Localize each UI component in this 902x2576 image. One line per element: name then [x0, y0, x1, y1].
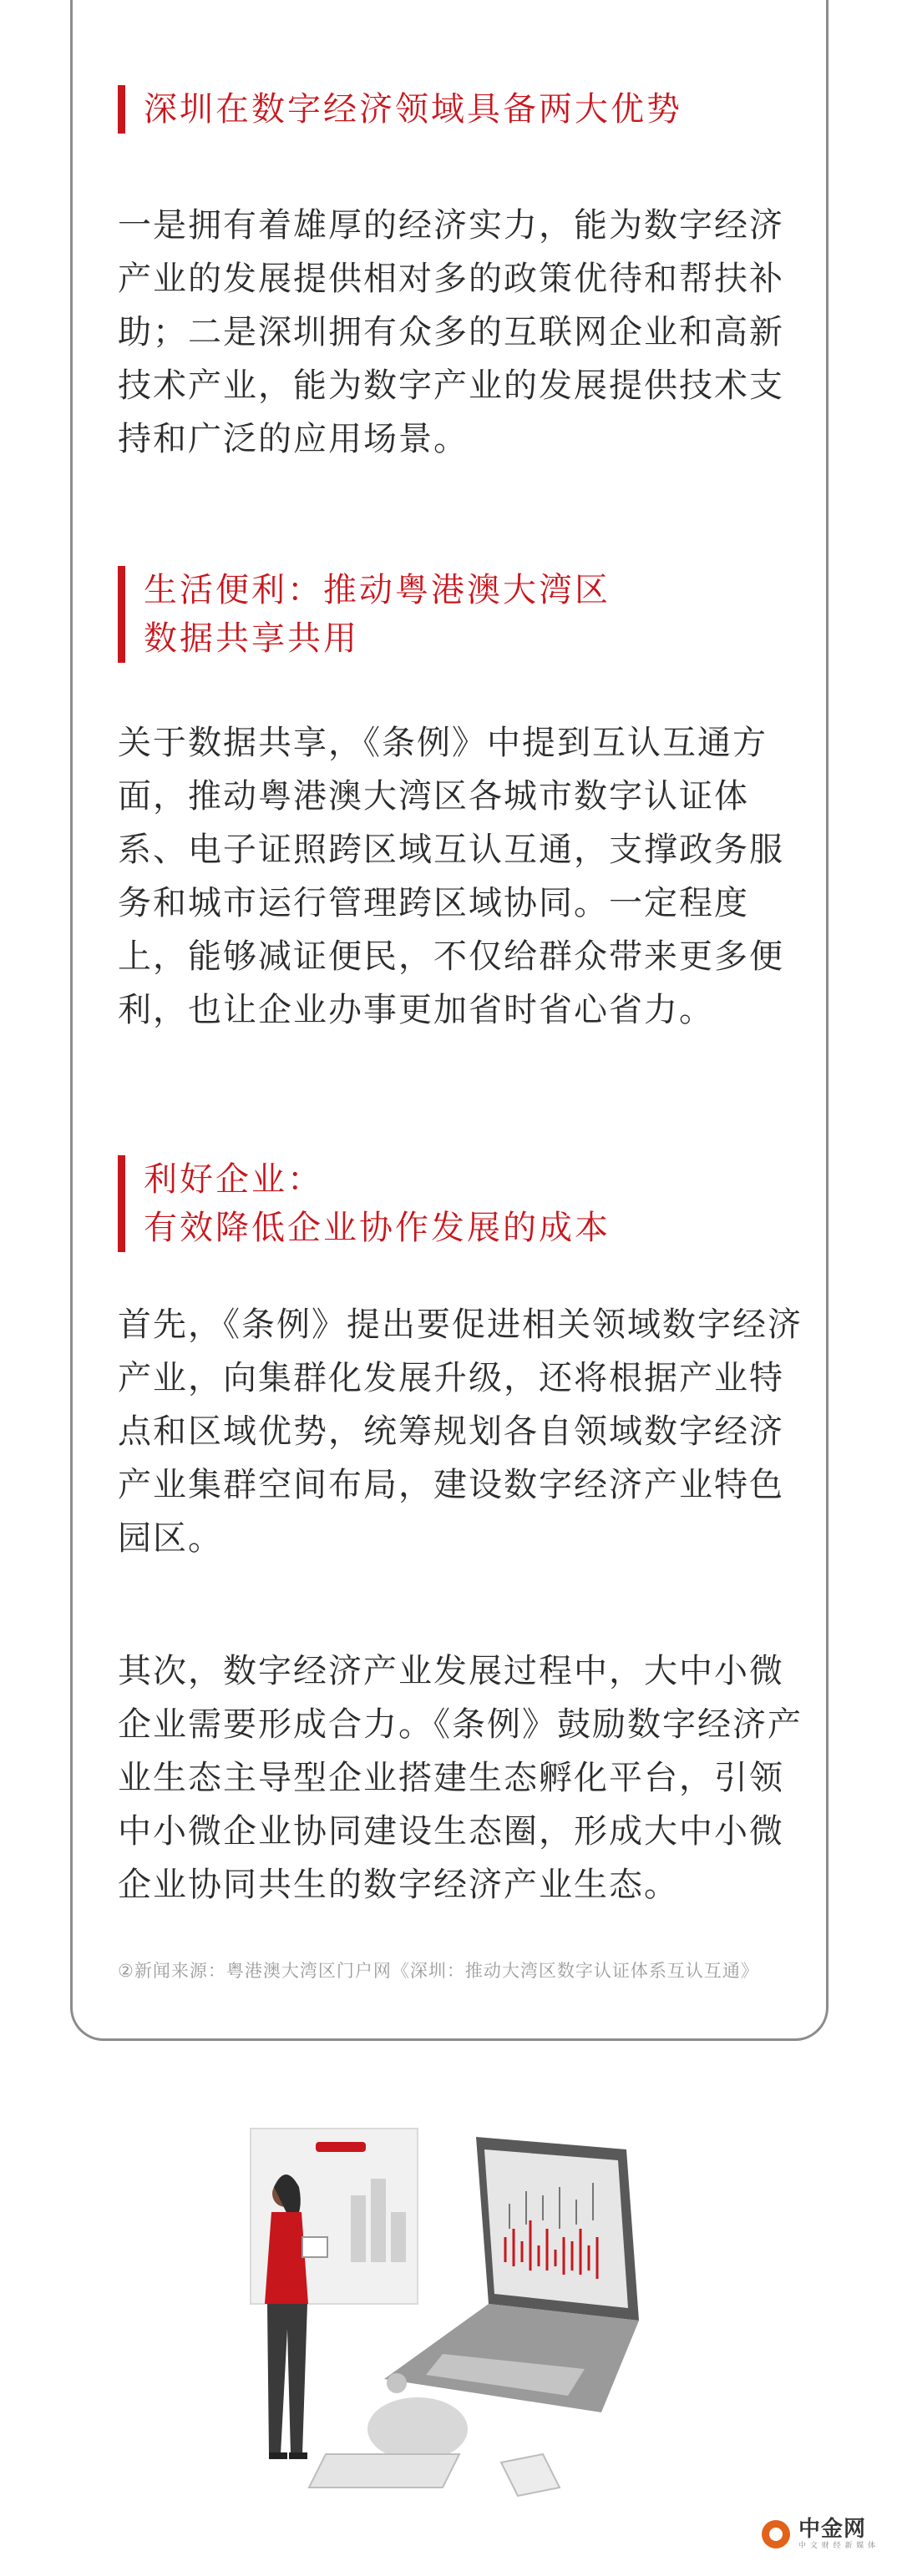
section-heading-advantages — [118, 85, 682, 134]
paragraph-advantages: 一是拥有着雄厚的经济实力，能为数字经济产业的发展提供相对多的政策优待和帮扶补助；二是深圳拥有众多的互联网企业和高新技术产业，能为数字产业的发展提供技术支持和广泛的应用场景。 — [118, 206, 784, 458]
section-heading-convenience — [118, 566, 611, 663]
heading-line: 生活便利：推动粤港澳大湾区 — [144, 571, 611, 609]
logo-mark-icon — [762, 2520, 790, 2548]
paragraph-second: 其次，数字经济产业发展过程中，大中小微企业需要形成合力。《条例》鼓励数字经济产业生态主导型企业搭建生态孵化平台，引领中小微企业协同建设生态圈，形成大中小微企业协同共生的数字经济产业生态。 — [118, 1652, 803, 1904]
source-note: ②新闻来源：粤港澳大湾区门户网《深圳：推动大湾区数字认证体系互认互通》 — [118, 1961, 759, 1981]
board-bar — [371, 2179, 386, 2262]
held-tablet-icon — [302, 2237, 327, 2257]
paragraph-first: 首先，《条例》提出要促进相关领域数字经济产业，向集群化发展升级，还将根据产业特点和区域优势，统筹规划各自领域数字经济产业集群空间布局，建设数字经济产业特色园区。 — [118, 1306, 803, 1558]
laptop-base — [384, 2304, 639, 2412]
phone-icon — [501, 2454, 560, 2496]
person-shoe — [269, 2452, 287, 2459]
business-illustration — [192, 2104, 735, 2521]
heading-line: 数据共享共用 — [144, 619, 359, 658]
board-bar — [391, 2212, 406, 2262]
logo-text — [798, 2517, 876, 2551]
coin-icon — [387, 2373, 407, 2393]
person-shoe — [289, 2452, 307, 2459]
laptop-display — [484, 2149, 628, 2308]
logo-subtitle: 中 文 财 经 新 媒 体 — [798, 2542, 877, 2550]
tablet-icon — [309, 2454, 459, 2488]
section-heading-enterprise — [118, 1155, 611, 1252]
logo-name: 中金网 — [798, 2517, 867, 2542]
brand-logo — [762, 2517, 876, 2551]
person-legs — [267, 2304, 307, 2454]
board-bar — [351, 2195, 366, 2262]
heading-line: 有效降低企业协作发展的成本 — [144, 1209, 611, 1247]
heading-line: 利好企业： — [144, 1160, 323, 1199]
piggy-bank-icon — [367, 2397, 468, 2461]
paragraph-data-sharing: 关于数据共享，《条例》中提到互认互通方面，推动粤港澳大湾区各城市数字认证体系、电子证照跨区域互认互通，支撑政务服务和城市运行管理跨区域协同。一定程度上，能够减证便民，不仅给群众带来更多便利，也让企业办事更加省时省心省力。 — [118, 724, 784, 1029]
heading-line: 深圳在数字经济领域具备两大优势 — [144, 90, 682, 129]
board-tab-icon — [316, 2142, 366, 2152]
